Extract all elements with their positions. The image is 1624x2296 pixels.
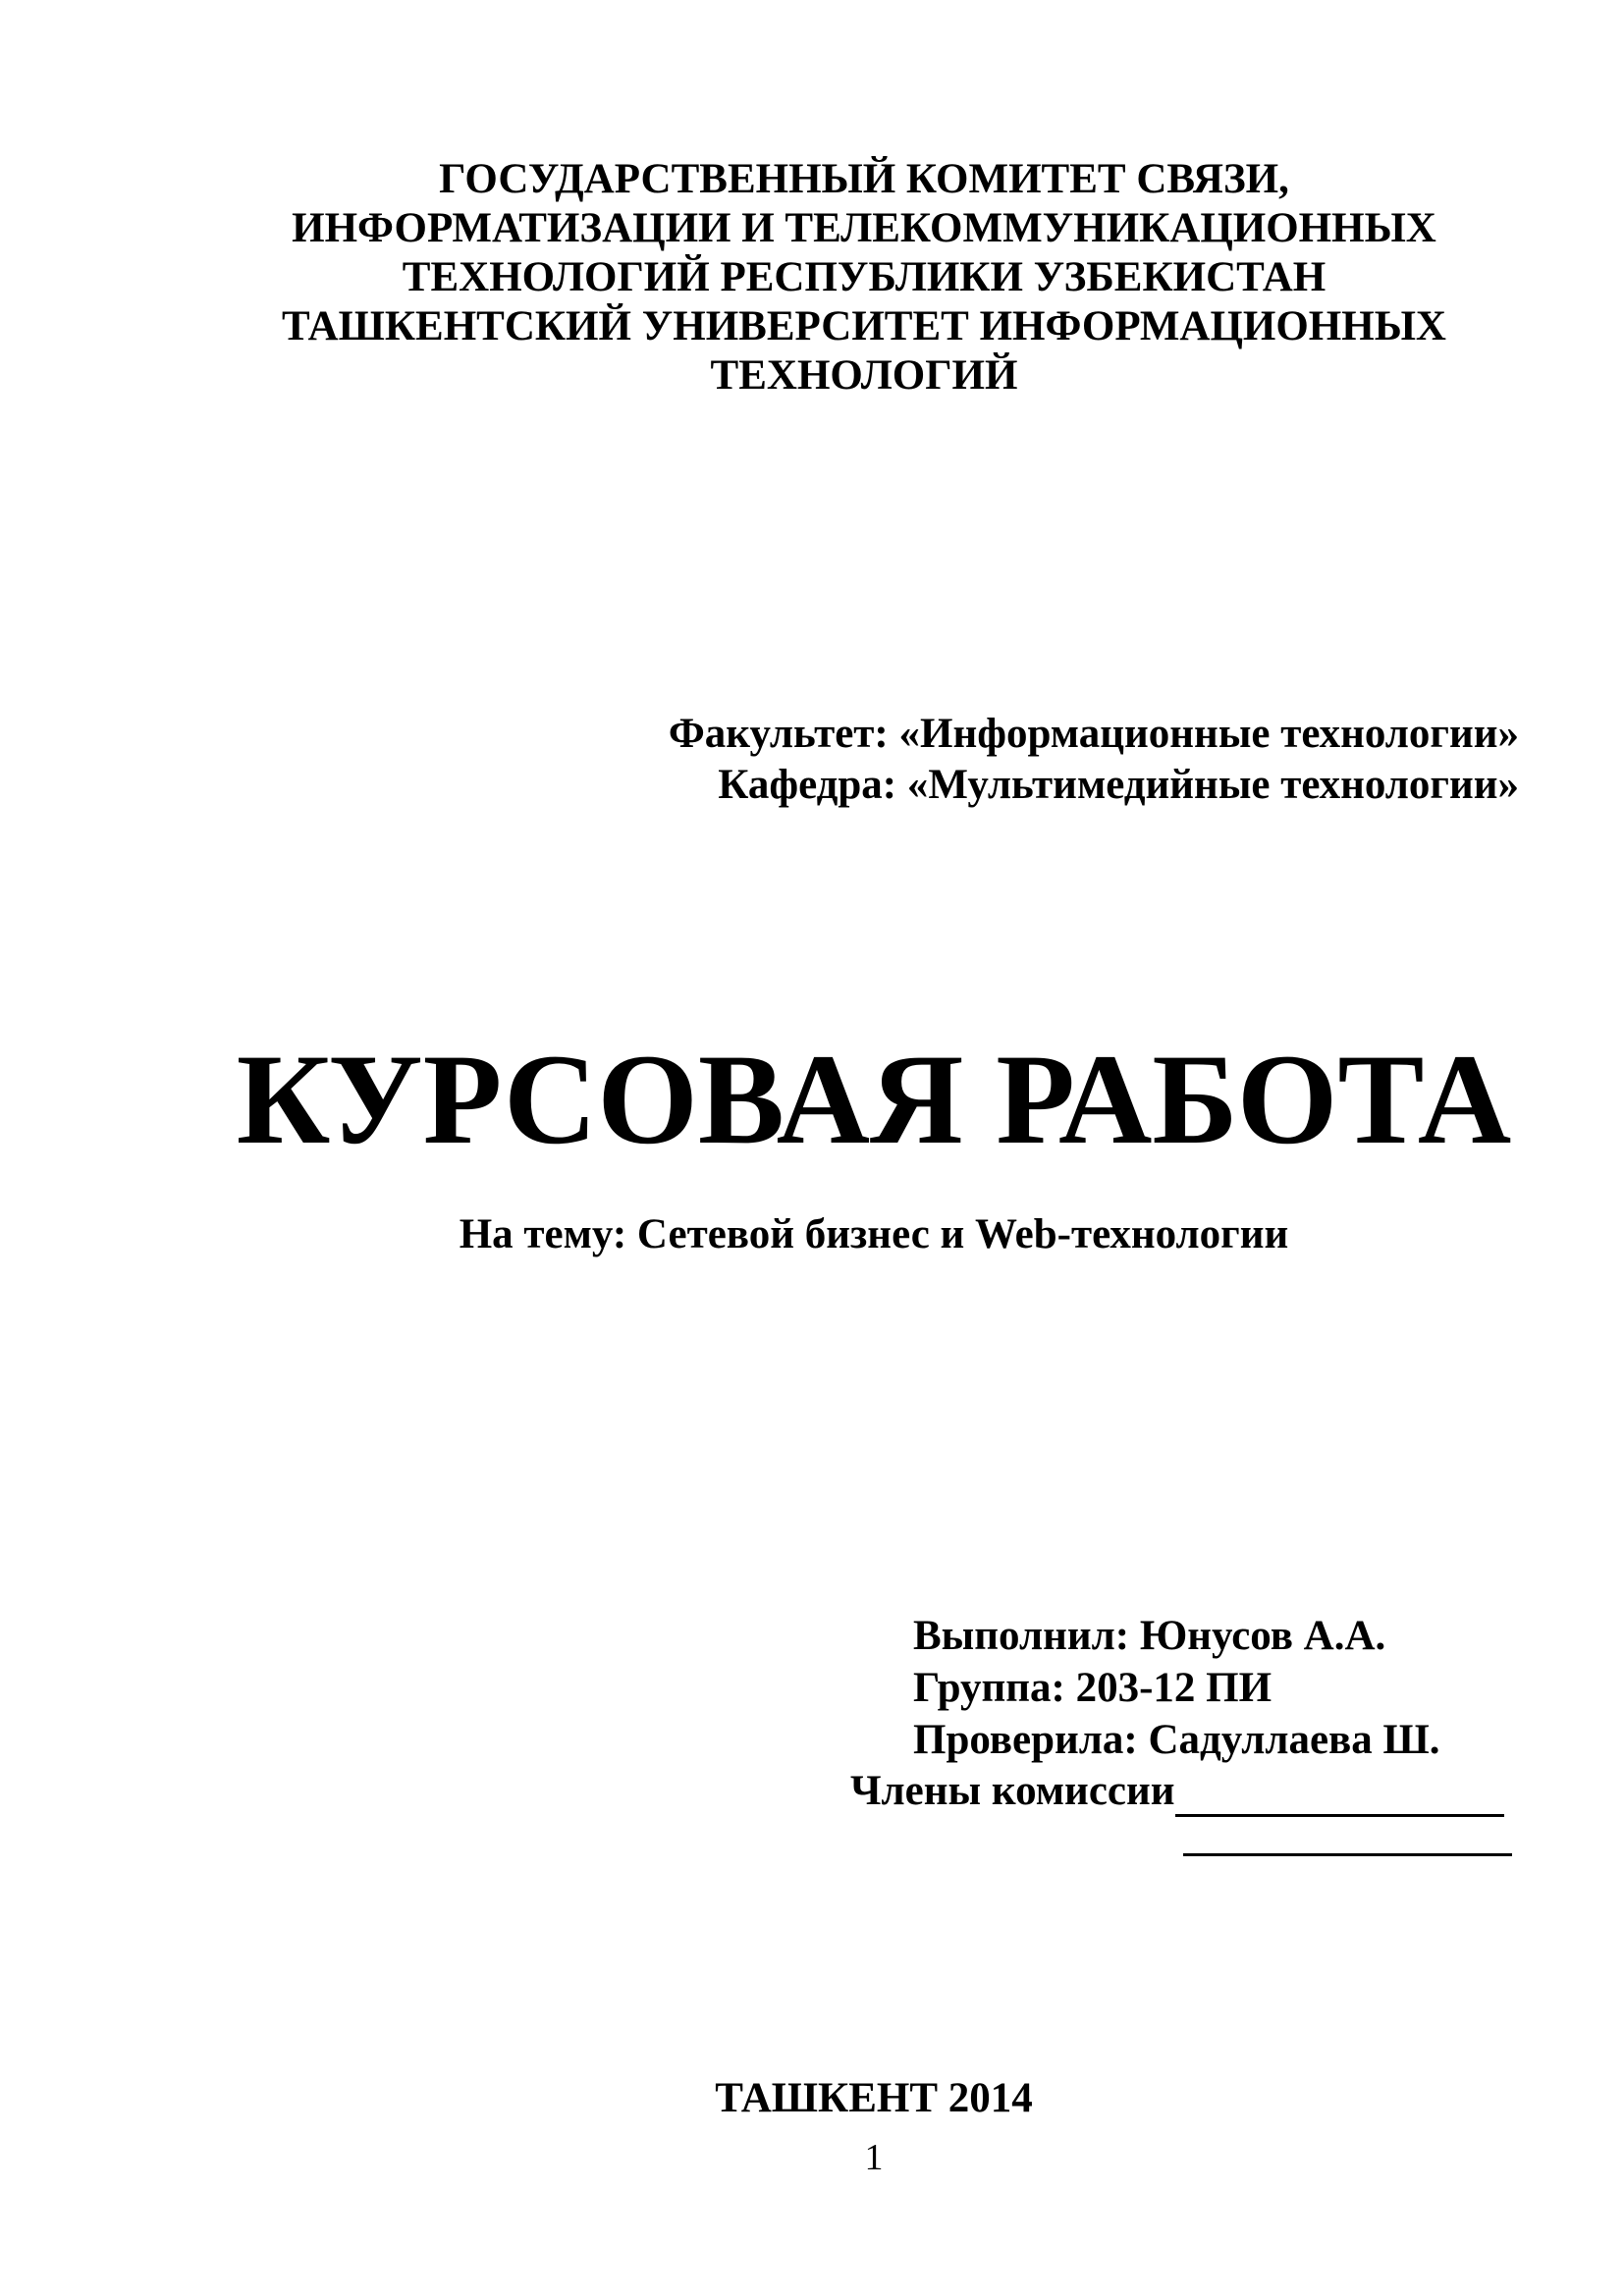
city-year: ТАШКЕНТ 2014 <box>715 2075 1033 2121</box>
author-info <box>913 1610 1440 1766</box>
signature-line <box>1175 1775 1504 1817</box>
document-title: КУРСОВАЯ РАБОТА <box>236 1027 1512 1171</box>
department-block <box>669 709 1519 811</box>
header-line: ИНФОРМАТИЗАЦИИ И ТЕЛЕКОММУНИКАЦИОННЫХ <box>292 205 1436 251</box>
commission-members <box>850 1765 1504 1817</box>
performed-by: Выполнил: Юнусов А.А. <box>913 1613 1386 1659</box>
header-line: ГОСУДАРСТВЕННЫЙ КОМИТЕТ СВЯЗИ, <box>439 156 1289 202</box>
group-label: Группа: 203-12 ПИ <box>913 1665 1272 1711</box>
commission-label: Члены комиссии <box>850 1768 1175 1814</box>
header-line: ТАШКЕНТСКИЙ УНИВЕРСИТЕТ ИНФОРМАЦИОННЫХ <box>282 303 1446 349</box>
page-number: 1 <box>864 2137 884 2178</box>
header-line: ТЕХНОЛОГИЙ <box>710 352 1018 399</box>
header-line: ТЕХНОЛОГИЙ РЕСПУБЛИКИ УЗБЕКИСТАН <box>402 254 1326 300</box>
organization-header <box>167 155 1561 400</box>
signature-line-second <box>1183 1814 1512 1856</box>
faculty-label: Факультет: «Информационные технологии» <box>668 711 1519 757</box>
document-subtitle: На тему: Сетевой бизнес и Web-технологии <box>459 1211 1289 1257</box>
checked-by: Проверила: Садуллаева Ш. <box>913 1717 1440 1763</box>
chair-label: Кафедра: «Мультимедийные технологии» <box>718 762 1519 808</box>
